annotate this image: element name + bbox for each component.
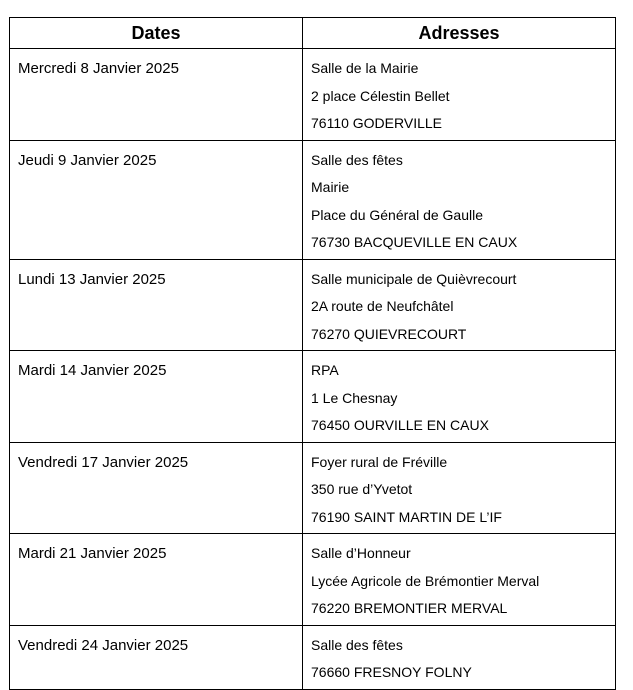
table-row — [10, 140, 616, 259]
date-cell: Jeudi 9 Janvier 2025 — [10, 140, 303, 259]
address-line: 76450 OURVILLE EN CAUX — [311, 417, 489, 433]
address-cell — [303, 625, 616, 689]
address-line: Foyer rural de Fréville — [311, 453, 448, 470]
address-cell — [303, 534, 616, 626]
address-cell — [303, 259, 616, 351]
address-cell — [303, 49, 616, 141]
table-body — [10, 49, 616, 690]
address-line: Salle de la Mairie — [311, 60, 419, 76]
address-line: RPA — [311, 362, 339, 378]
address-line: Place du Général de Gaulle — [311, 206, 483, 223]
address-line: 2A route de Neufchâtel — [311, 298, 454, 314]
address-line: 76190 SAINT MARTIN DE L’IF — [311, 508, 502, 525]
address-line: 1 Le Chesnay — [311, 389, 398, 406]
table-row — [10, 534, 616, 626]
table-row — [10, 351, 616, 443]
table-row — [10, 442, 616, 534]
address-line: Mairie — [311, 179, 350, 195]
address-line: 76270 QUIEVRECOURT — [311, 325, 467, 342]
date-cell: Mardi 21 Janvier 2025 — [10, 534, 303, 626]
table-row — [10, 259, 616, 351]
address-cell — [303, 351, 616, 443]
address-line: Salle des fêtes — [311, 636, 403, 653]
table-row — [10, 625, 616, 689]
address-line: 350 rue d’Yvetot — [311, 481, 413, 497]
address-line: Salle municipale de Quièvrecourt — [311, 270, 517, 287]
table-header-row — [10, 18, 616, 49]
schedule-table — [9, 17, 616, 690]
date-cell: Vendredi 24 Janvier 2025 — [10, 625, 303, 689]
address-line: 76220 BREMONTIER MERVAL — [311, 600, 508, 616]
address-line: 76730 BACQUEVILLE EN CAUX — [311, 234, 518, 250]
schedule-table-container — [9, 17, 615, 690]
date-cell: Vendredi 17 Janvier 2025 — [10, 442, 303, 534]
address-line: Lycée Agricole de Brémontier Merval — [311, 572, 540, 589]
date-cell: Mercredi 8 Janvier 2025 — [10, 49, 303, 141]
address-cell — [303, 442, 616, 534]
date-cell: Lundi 13 Janvier 2025 — [10, 259, 303, 351]
header-dates: Dates — [10, 18, 303, 49]
address-line: Salle d’Honneur — [311, 545, 411, 561]
table-row — [10, 49, 616, 141]
address-line: 2 place Célestin Bellet — [311, 87, 450, 104]
address-line: 76660 FRESNOY FOLNY — [311, 664, 472, 680]
address-line: 76110 GODERVILLE — [311, 115, 443, 131]
address-cell — [303, 140, 616, 259]
address-line: Salle des fêtes — [311, 151, 403, 168]
header-adresses: Adresses — [303, 18, 616, 49]
date-cell: Mardi 14 Janvier 2025 — [10, 351, 303, 443]
